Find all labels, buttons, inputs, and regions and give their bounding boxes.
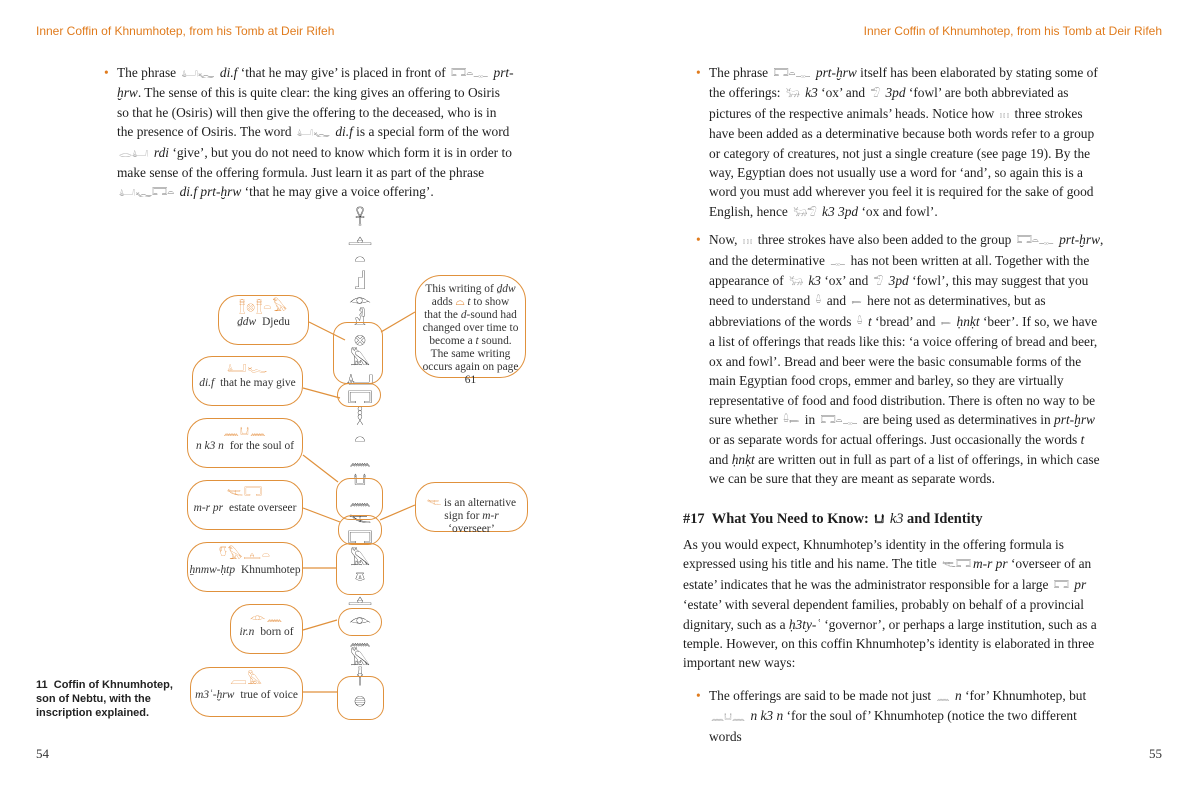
- text: As you would expect, Khnumhotep’s identity in the offering formula is expressed using his title and his name. The title: [683, 536, 1064, 572]
- three-strokes-icon: 𓏥: [742, 234, 753, 248]
- column-hieroglyph: 𓁐: [353, 309, 367, 330]
- text: to show that the: [424, 296, 510, 321]
- text: ‘bread’ and: [871, 313, 939, 329]
- text: ‘for’ Khnumhotep, but: [961, 687, 1087, 703]
- column-hieroglyph: 𓁹: [348, 609, 371, 630]
- figure-number: 11: [36, 679, 48, 691]
- meaning: estate overseer: [229, 502, 297, 514]
- note-djedu-writing: [415, 275, 526, 386]
- transliteration: ḏdw: [496, 283, 516, 295]
- hieroglyph-column: [340, 210, 380, 720]
- meaning: Djedu: [262, 316, 290, 328]
- page-number: 55: [1149, 746, 1162, 761]
- transliteration: ḥ3ty-ʿ: [788, 616, 821, 632]
- hieroglyph-mrpr-icon: 𓌻𓉐: [226, 486, 264, 501]
- ox-fowl-icon: 𓃒𓅿: [793, 205, 817, 219]
- text: has not been written at all. Together with the appearance of: [709, 252, 1090, 289]
- text: ‘ox and fowl’.: [858, 203, 938, 219]
- highlight-ring-nkn: [336, 478, 383, 520]
- transliteration: prt-ḫrw: [1059, 232, 1101, 248]
- column-hieroglyph: 𓌻: [348, 509, 372, 530]
- transliteration: n k3 n: [195, 440, 224, 452]
- callout-dif: [192, 356, 303, 406]
- transliteration: m3ʿ-ḫrw: [195, 689, 235, 701]
- connector-line: [381, 312, 415, 332]
- text: ‘for the soul of’ Khnumhotep (notice the two different words: [709, 708, 1077, 744]
- text: three strokes have also been added to the group: [754, 232, 1015, 248]
- callout-nkn: [187, 418, 303, 468]
- column-hieroglyph: 𓂞: [346, 369, 374, 390]
- column-hieroglyph: 𓎼: [354, 569, 366, 590]
- hieroglyph-prt-hrw-icon: 𓉐𓏏𓊃: [451, 67, 489, 80]
- text: and Identity: [903, 510, 983, 527]
- running-head: Inner Coffin of Khnumhotep, from his Tomb at Deir Rifeh: [863, 24, 1162, 38]
- highlight-ring-djedu: [333, 322, 383, 384]
- text: is an alternative sign for: [441, 497, 517, 522]
- hieroglyph-khnumhotep-icon: 𓎸𓅃𓊵𓏏: [218, 548, 271, 563]
- text: ‘that he may give’ is placed in front of: [237, 65, 450, 80]
- column-hieroglyph: 𓉐: [347, 529, 373, 550]
- transliteration: d: [460, 309, 467, 321]
- text: ‘ox’ and: [817, 85, 869, 101]
- text: Now,: [709, 232, 741, 248]
- connector-line: [303, 455, 338, 482]
- connector-line: [303, 388, 340, 398]
- transliteration: 3pd: [885, 85, 906, 101]
- column-hieroglyph: 𓊖: [353, 329, 367, 350]
- text: ‘overseer’: [448, 523, 495, 535]
- section-number: #17: [683, 510, 705, 527]
- bread-loaf-icon: ⌓: [455, 296, 465, 308]
- text: are being used as determinatives in: [859, 411, 1055, 427]
- transliteration: k3 3pd: [822, 203, 859, 219]
- hieroglyph-dif-icon: 𓂞𓆑: [226, 361, 269, 376]
- callout-irn: [230, 604, 303, 654]
- column-hieroglyph: 𓈖: [349, 489, 371, 510]
- column-hieroglyph: 𓁹: [348, 289, 371, 310]
- transliteration: prt-ḫrw: [1054, 411, 1095, 427]
- house-icon: 𓉐: [1053, 578, 1069, 592]
- connector-line: [380, 505, 415, 520]
- text: are written out in full as part of a list of offerings, in which case we can be sure that they are meant as separate words.: [709, 451, 1100, 487]
- right-body-text: [683, 63, 1106, 754]
- text: ‘that he may give a voice offering’.: [241, 184, 434, 200]
- text: and: [823, 293, 850, 309]
- text: ‘ox’ and: [820, 273, 872, 289]
- text: . The sense of this is quite clear: the king gives an offering to Osiris so that he (Osiris) will then give the offering to the deceased, who is in the presence of Osiris. The word: [117, 85, 500, 140]
- column-hieroglyph: 𓋹: [354, 209, 366, 230]
- beer-jug-icon: 𓎀: [940, 315, 952, 329]
- text: three strokes have been added as a determinative because both words refer to a group or category of creatures, not just a single creature (see page 19). By the way, Egyptian does not usually use a word for ‘and’, so again this is a word you must add wherever you feel it is required for the sake of good English, hence: [709, 105, 1095, 219]
- ka-arms-icon: 𓂓: [874, 510, 885, 527]
- hieroglyph-nkn-icon: 𓈖𓂓𓈖: [223, 424, 267, 439]
- papyrus-roll-icon: 𓊃: [830, 254, 846, 268]
- text: ‘estate’ with several dependent families, probably on behalf of a provincial dignitary, such as a: [683, 597, 1084, 632]
- right-page: [600, 0, 1200, 790]
- column-hieroglyph: 𓅓: [349, 349, 371, 370]
- column-hieroglyph: 𓐍: [353, 689, 367, 710]
- column-hieroglyph: 𓏏: [354, 249, 366, 270]
- column-hieroglyph: 𓉐: [347, 389, 373, 410]
- column-hieroglyph: 𓊵: [347, 589, 373, 610]
- overseer-sign-icon: 𓌻: [426, 495, 442, 509]
- ka-arms-icon: 𓈖𓂓𓈖: [711, 710, 746, 724]
- text: and: [709, 451, 732, 467]
- column-hieroglyph: 𓏏: [354, 429, 366, 450]
- transliteration: di.f: [199, 377, 215, 389]
- beer-jug-icon: 𓎀: [851, 295, 862, 309]
- transliteration: m-r pr: [972, 556, 1008, 572]
- transliteration: ir.n: [239, 626, 255, 638]
- column-hieroglyph: 𓎛: [356, 409, 364, 430]
- text: ‘give’, but you do not need to know which form it is in order to make sense of the offering formula. Just learn it as part of the phrase: [117, 144, 512, 181]
- text: What You Need to Know:: [711, 510, 873, 527]
- text: in: [801, 411, 819, 427]
- running-head: Inner Coffin of Khnumhotep, from his Tomb at Deir Rifeh: [36, 24, 335, 38]
- meaning: that he may give: [220, 377, 296, 389]
- page-number: 54: [36, 746, 49, 761]
- section-heading: [683, 510, 1106, 529]
- text: The phrase: [117, 65, 180, 80]
- bread-icon: 𓏐: [815, 295, 822, 309]
- transliteration: n k3 n: [750, 708, 784, 724]
- ox-head-icon: 𓃒: [789, 275, 803, 289]
- meaning: for the soul of: [229, 440, 295, 452]
- callout-maa-hrw: [190, 667, 303, 717]
- column-hieroglyph: 𓈖: [349, 449, 371, 470]
- text: The offerings are said to be made not just: [709, 687, 935, 703]
- highlight-ring-maa-hrw: [337, 676, 384, 720]
- three-strokes-icon: 𓏥: [999, 107, 1010, 121]
- transliteration: t: [867, 313, 872, 329]
- hieroglyph-maa-hrw-icon: 𓐙𓅓: [230, 673, 263, 688]
- highlight-ring-dif: [337, 383, 381, 407]
- transliteration: ẖnmw-ḥtp: [189, 564, 236, 576]
- transliteration: n: [955, 687, 962, 703]
- highlight-ring-mrpr: [338, 515, 382, 545]
- text: ‘overseer of an estate’ indicates that he was the administrator responsible for a large: [683, 556, 1092, 592]
- transliteration: t: [467, 296, 471, 308]
- bullet-item: [709, 230, 1106, 488]
- note-overseer-sign: [415, 482, 528, 535]
- column-hieroglyph: 𓊵: [347, 229, 373, 250]
- text: or as separate words for actual offerings. Just occasionally the words: [709, 432, 1081, 448]
- highlight-ring-irn: [338, 608, 382, 636]
- callout-khnumhotep: [187, 542, 303, 592]
- transliteration: di.f: [335, 124, 353, 140]
- column-hieroglyph: 𓈖: [349, 629, 371, 650]
- column-hieroglyph: 𓂓: [353, 469, 367, 490]
- text: The phrase: [709, 65, 772, 80]
- figure-caption: [36, 678, 186, 720]
- fowl-head-icon: 𓅿: [873, 275, 884, 289]
- text: , and the determinative: [709, 232, 1104, 268]
- transliteration: di.f: [219, 65, 238, 80]
- bullet-item: [709, 63, 1106, 222]
- transliteration: k3: [805, 85, 818, 101]
- transliteration: prt-ḫrw: [117, 65, 514, 101]
- hieroglyph-rdi-icon: 𓂋𓂞: [119, 146, 149, 160]
- overseer-estate-icon: 𓌻𓉐: [942, 558, 971, 572]
- transliteration: ḏdw: [237, 316, 257, 328]
- text: adds: [431, 296, 456, 308]
- connector-line: [303, 508, 340, 522]
- hieroglyph-djedu-icon: 𓊽𓊖𓊽𓏏𓅃: [238, 300, 288, 315]
- transliteration: prt-ḫrw: [815, 65, 857, 80]
- fowl-head-icon: 𓅿: [870, 87, 881, 101]
- transliteration: m-r pr: [193, 502, 224, 514]
- text: -sound had changed over time to become a: [422, 309, 519, 347]
- transliteration: 3pd: [888, 273, 909, 289]
- ox-head-icon: 𓃒: [785, 87, 800, 101]
- text: This writing of: [425, 283, 497, 295]
- callout-djedu: [218, 295, 309, 345]
- text: ‘fowl’ are both abbreviated as pictures of the respective animals’ heads. Notice how: [709, 85, 1069, 121]
- hieroglyph-irn-icon: 𓁹𓈖: [249, 610, 284, 625]
- text: ‘fowl’, this may suggest that you need to understand: [709, 273, 1089, 309]
- meaning: Khnumhotep: [241, 564, 301, 576]
- transliteration: ḥnḳt: [731, 451, 755, 467]
- meaning: true of voice: [240, 689, 298, 701]
- meaning: born of: [260, 626, 294, 638]
- paragraph: [683, 535, 1106, 673]
- column-hieroglyph: 𓌂: [356, 669, 364, 690]
- text: ‘beer’. If so, we have a list of offerings that reads like this: ‘a voice offering of bread and beer, ox and fowl’. Bread and beer were the basic consumable forms of the main Egyptian food crops, emmer and barley, so they are virtually representative of food and food distribution. There is often no way to be sure whether: [709, 313, 1098, 427]
- water-ripple-icon: 𓈖: [936, 689, 950, 703]
- transliteration: t: [1080, 432, 1085, 448]
- column-hieroglyph: 𓅓: [349, 649, 371, 670]
- text: here not as determinatives, but as abbreviations of the words: [709, 293, 1046, 329]
- transliteration: di.f prt-ḫrw: [179, 184, 242, 200]
- bread-icon: 𓏐: [856, 315, 863, 329]
- transliteration: t: [475, 335, 479, 347]
- text: itself has been elaborated by stating some of the offerings:: [709, 65, 1098, 101]
- callout-mrpr: [187, 480, 303, 530]
- column-hieroglyph: 𓅓: [349, 549, 371, 570]
- bread-beer-icon: 𓏐𓎀: [783, 413, 800, 427]
- hieroglyph-dif-icon: 𓂞𓆑: [296, 126, 330, 140]
- bullet-item: [709, 686, 1106, 746]
- text: ‘governor’, or perhaps a large institution, such as a temple. However, on this coffin Khnumhotep’s identity is elaborated in three important new ways:: [683, 616, 1097, 671]
- hieroglyph-prt-hrw-icon: 𓉐𓏏𓊃: [773, 67, 811, 80]
- transliteration: m-r: [482, 510, 499, 522]
- transliteration: k3: [889, 510, 904, 527]
- transliteration: rdi: [153, 144, 170, 160]
- text: is a special form of the word: [352, 124, 510, 140]
- connector-line: [303, 620, 337, 630]
- hieroglyph-dif-prt-hrw-icon: 𓂞𓆑𓉐𓏏: [119, 186, 175, 200]
- hieroglyph-prt-hrw-icon: 𓉐𓏏𓊃: [820, 413, 858, 427]
- column-hieroglyph: 𓊨: [354, 269, 366, 290]
- caption-text: Coffin of Khnumhotep, son of Nebtu, with the inscription explained.: [36, 679, 173, 719]
- hieroglyph-dif-icon: 𓂞𓆑: [181, 67, 215, 80]
- text: sound. The same writing occurs again on page 61: [422, 335, 519, 386]
- transliteration: ḥnḳt: [956, 313, 980, 329]
- hieroglyph-prt-hrw-icon: 𓉐𓏏𓊃: [1016, 234, 1054, 248]
- highlight-ring-khnumhotep: [336, 543, 384, 595]
- transliteration: pr: [1074, 576, 1087, 592]
- transliteration: k3: [808, 273, 821, 289]
